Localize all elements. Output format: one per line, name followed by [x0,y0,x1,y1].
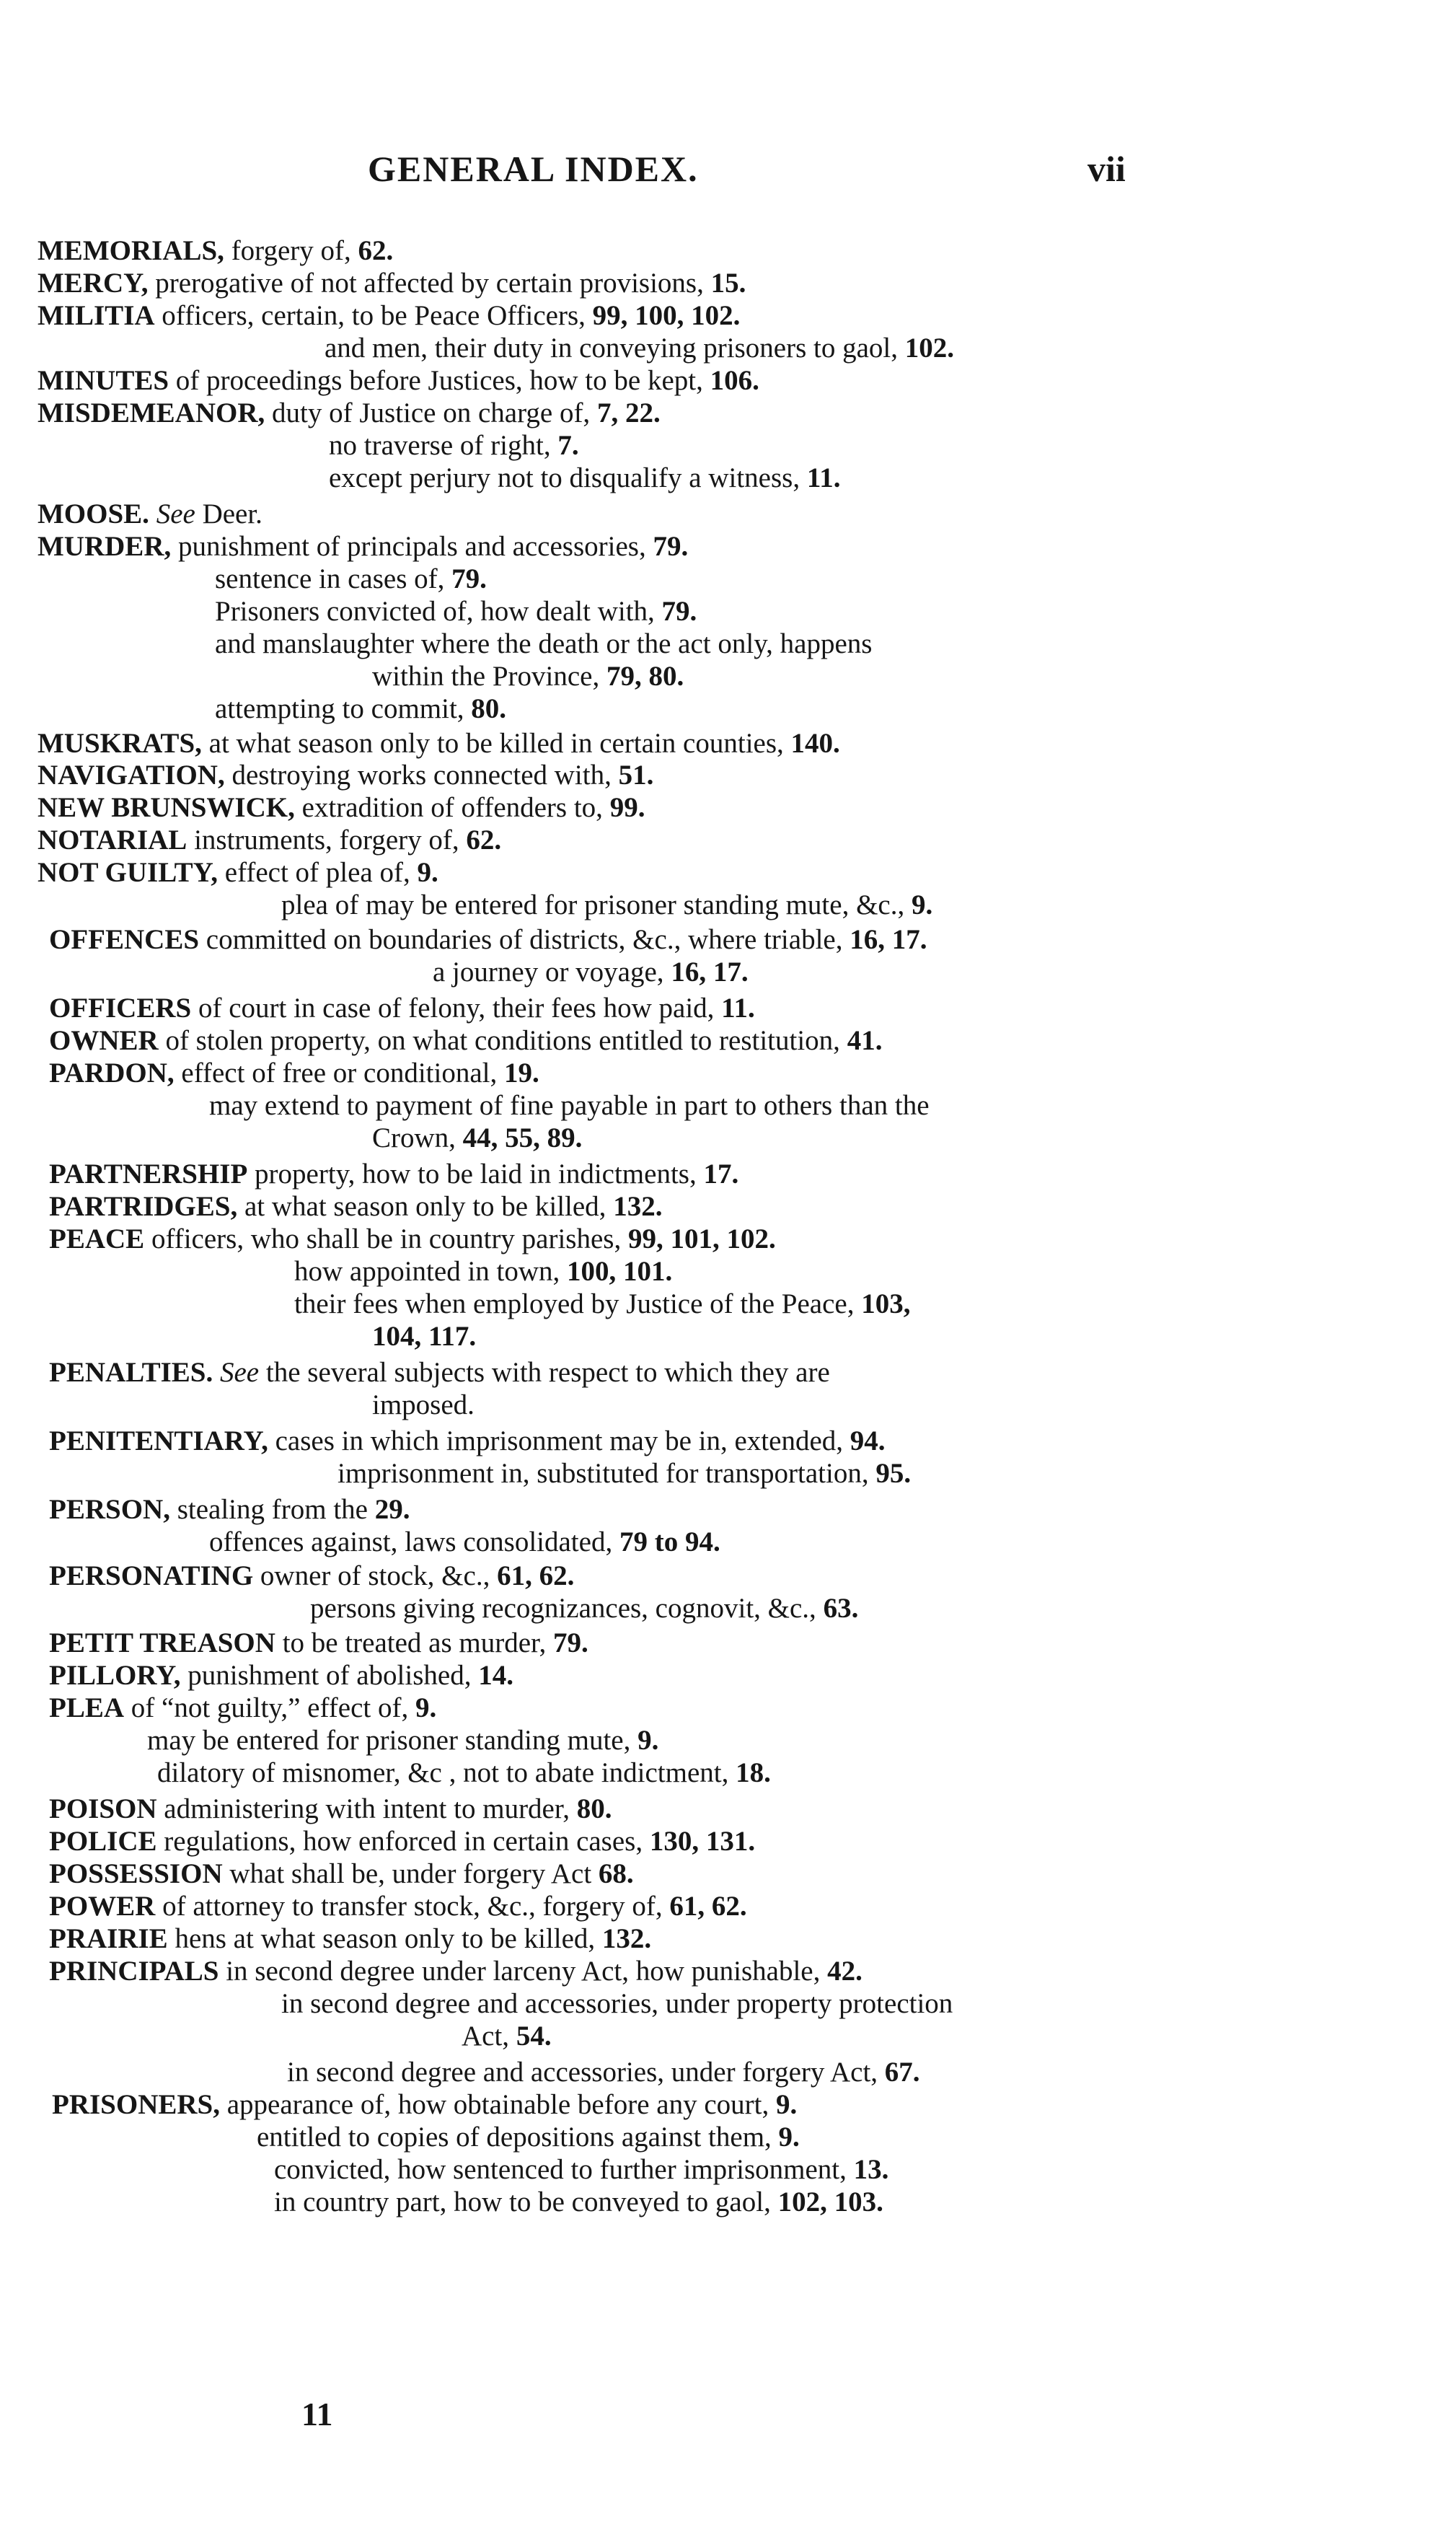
page-references: 94. [850,1425,886,1456]
index-continuation [287,2056,920,2089]
index-continuation [147,1724,658,1757]
page-number: vii [1087,149,1126,189]
index-text: destroying works connected with, [224,760,619,791]
index-continuation [325,332,954,365]
page-references: 16, 17. [850,924,927,955]
page-references: 95. [875,1458,912,1489]
index-text: of “not guilty,” effect of, [124,1692,415,1723]
index-text: Act, [462,2021,516,2052]
index-text: their fees when employed by Justice of the Peace, [294,1288,862,1319]
index-text: extradition of offenders to, [294,792,610,823]
page-references: 130, 131. [649,1826,756,1857]
index-entry [49,1890,747,1923]
index-continuation [215,595,697,628]
page-references: 11. [806,462,841,493]
page-references: 100, 101. [567,1256,673,1287]
index-continuation [294,1288,910,1321]
index-entry [49,1057,539,1090]
page-references: 102, 103. [777,2186,883,2217]
index-text: stealing from the [169,1494,375,1525]
page-references: 42. [827,1956,862,1987]
index-term: PLEA [49,1692,125,1723]
index-continuation [329,462,840,495]
index-text: administering with intent to murder, [156,1793,577,1824]
index-term: NOTARIAL [37,825,187,856]
index-term: PRINCIPALS [49,1956,219,1987]
index-text: of stolen property, on what conditions entitled to restitution, [158,1025,847,1056]
index-continuation [462,2020,552,2053]
index-term: MEMORIALS, [37,235,224,266]
index-term: NOT GUILTY, [37,857,219,888]
index-entry [49,1024,882,1058]
index-text: regulations, how enforced in certain cases, [156,1826,650,1857]
page-references: 104, 117. [372,1321,477,1352]
index-term: MINUTES [37,365,169,396]
index-entry [49,1425,886,1458]
index-term: POWER [49,1891,156,1922]
page-references: 7, 22. [596,397,661,428]
page-references: 99, 100, 102. [592,300,741,331]
index-continuation [372,660,684,693]
index-term: POISON [49,1793,157,1824]
index-term: PILLORY, [49,1660,181,1691]
page-references: 18. [736,1757,771,1788]
index-text: no traverse of right, [329,430,558,461]
page-references: 41. [847,1025,883,1056]
index-text: within the Province, [372,661,606,692]
page-references: 51. [618,760,654,791]
index-continuation [372,1389,475,1422]
page-references: 9. [778,2122,800,2153]
index-text: at what season only to be killed, [237,1191,614,1222]
page-references: 9. [911,889,933,920]
index-entry [49,1692,436,1725]
index-continuation [433,956,749,989]
index-term: POLICE [49,1826,157,1857]
index-entry [49,1190,662,1223]
index-text: officers, who shall be in country parishes, [144,1223,628,1254]
page-references: 9. [415,1692,437,1723]
index-text: duty of Justice on charge of, [265,397,597,428]
page-references: 61, 62. [497,1560,575,1591]
index-continuation [281,1987,953,2021]
index-entry [37,727,840,760]
index-term: PARTRIDGES, [49,1191,238,1222]
index-continuation [257,2121,800,2154]
index-entry [49,923,927,957]
index-text: attempting to commit, [215,693,472,724]
index-text: convicted, how sentenced to further imprisonment, [274,2154,854,2185]
index-term: MUSKRATS, [37,728,202,759]
page-references: 54. [516,2021,552,2052]
index-continuation [274,2153,888,2186]
index-text: except perjury not to disqualify a witness, [329,462,807,493]
page-references: 15. [710,268,746,299]
index-continuation [281,889,932,922]
index-text: property, how to be laid in indictments, [247,1159,704,1190]
page-references: 79, 80. [606,661,684,692]
page-references: 9. [775,2089,798,2120]
page-references: 68. [598,1858,634,1889]
index-continuation [209,1089,930,1122]
page-references: 19. [504,1058,539,1089]
index-text: of court in case of felony, their fees how paid, [191,993,722,1024]
index-continuation [310,1592,858,1625]
page-references: 79. [451,563,487,594]
index-text: in second degree and accessories, under forgery Act, [287,2057,885,2088]
index-term: MOOSE. [37,498,149,529]
index-term: PETIT TREASON [49,1627,275,1658]
index-text: sentence in cases of, [215,563,452,594]
index-continuation [372,1122,582,1155]
index-entry [37,856,438,889]
page-references: 80. [576,1793,612,1824]
index-entry [49,1659,513,1692]
index-text: plea of may be entered for prisoner standing mute, &c., [281,889,912,920]
index-continuation [294,1255,672,1288]
index-entry [37,824,501,857]
index-text: a journey or voyage, [433,957,671,988]
index-continuation [157,1757,771,1790]
index-term: POSSESSION [49,1858,223,1889]
index-text: effect of free or conditional, [174,1058,504,1089]
index-term: PARDON, [49,1058,175,1089]
page-references: 62. [358,235,394,266]
index-term: OFFENCES [49,924,200,955]
index-text: of proceedings before Justices, how to be kept, [169,365,710,396]
page-references: 103, [861,1288,911,1319]
index-entry [49,1922,651,1956]
page-references: 13. [853,2154,889,2185]
index-continuation [372,1320,476,1353]
index-text: Prisoners convicted of, how dealt with, [215,596,662,627]
index-text: punishment of principals and accessories, [171,531,653,562]
index-text: of attorney to transfer stock, &c., forgery of, [155,1891,670,1922]
page-references: 99, 101, 102. [627,1223,776,1254]
index-text: may be entered for prisoner standing mute, [147,1725,638,1756]
index-entry [49,1825,755,1858]
page-references: 106. [710,365,759,396]
index-text: imposed. [372,1389,475,1420]
page-references: 11. [721,993,755,1024]
index-term: PENALTIES. [49,1357,213,1388]
index-text: how appointed in town, [294,1256,568,1287]
index-term: OFFICERS [49,993,192,1024]
index-continuation [209,1526,720,1559]
index-text: owner of stock, &c., [253,1560,498,1591]
index-entry [49,1493,410,1526]
index-entry [37,498,262,531]
page-references: 9. [637,1725,659,1756]
index-term: MURDER, [37,531,172,562]
index-term: NAVIGATION, [37,760,225,791]
index-text: forgery of, [224,235,358,266]
index-text: hens at what season only to be killed, [167,1923,602,1954]
index-text: at what season only to be killed in certain counties, [201,728,791,759]
page-references: 9. [417,857,438,888]
index-continuation [337,1457,911,1490]
index-text: effect of plea of, [218,857,418,888]
index-text: may extend to payment of fine payable in part to others than the [209,1090,930,1121]
page-references: 79. [653,531,689,562]
page-references: 62. [466,825,502,856]
page-references: 80. [471,693,507,724]
index-term: MILITIA [37,300,155,331]
page-references: 17. [703,1159,739,1190]
index-entry [37,759,653,792]
index-term: PARTNERSHIP [49,1159,248,1190]
page-references: 29. [374,1494,410,1525]
signature-mark: 11 [301,2396,333,2432]
index-entry [49,1158,738,1191]
index-text: Deer. [195,498,262,529]
index-text: instruments, forgery of, [187,825,467,856]
index-text: imprisonment in, substituted for transportation, [337,1458,876,1489]
index-text: cases in which imprisonment may be in, extended, [268,1425,850,1456]
index-text: prerogative of not affected by certain provisions, [148,268,711,299]
index-text: offences against, laws consolidated, [209,1526,619,1557]
page-references: 102. [904,333,955,364]
see-reference: See [220,1357,260,1388]
index-text: in second degree under larceny Act, how punishable, [219,1956,828,1987]
page-references: 67. [884,2057,920,2088]
page-references: 140. [790,728,840,759]
index-text: entitled to copies of depositions against them, [257,2122,779,2153]
index-text: and manslaughter where the death or the act only, happens [215,628,873,659]
index-entry [37,530,688,563]
index-text: Crown, [372,1122,463,1153]
index-text: dilatory of misnomer, &c , not to abate indictment, [157,1757,736,1788]
index-entry [49,1356,830,1389]
index-text: and men, their duty in conveying prisoners to gaol, [325,333,905,364]
page-references: 79 to 94. [619,1526,720,1557]
index-text: in country part, how to be conveyed to gaol, [274,2186,778,2217]
index-entry [37,397,661,430]
index-text: in second degree and accessories, under property protection [281,1988,953,2019]
index-continuation [329,429,579,462]
page-references: 61, 62. [669,1891,747,1922]
index-entry [49,1560,574,1593]
index-text: the several subjects with respect to which they are [259,1357,830,1388]
index-entry [37,299,740,333]
index-continuation [215,628,872,661]
index-text: committed on boundaries of districts, &c., where triable, [199,924,850,955]
index-continuation [215,693,506,726]
index-continuation [274,2186,883,2219]
page-references: 79. [552,1627,588,1658]
index-term: MERCY, [37,268,149,299]
page-references: 132. [601,1923,652,1954]
index-entry [37,234,393,268]
see-reference: See [156,498,195,529]
page-references: 16, 17. [671,957,749,988]
index-text: punishment of abolished, [180,1660,479,1691]
index-term: PRAIRIE [49,1923,168,1954]
page-references: 132. [613,1191,663,1222]
index-continuation [215,563,487,596]
index-entry [49,1223,776,1256]
index-term: MISDEMEANOR, [37,397,265,428]
index-entry [49,1955,862,1988]
page-references: 63. [823,1593,859,1624]
index-entry [37,267,746,300]
index-entry [49,1793,612,1826]
page-title: GENERAL INDEX. [368,149,699,189]
index-text: persons giving recognizances, cognovit, &c., [310,1593,824,1624]
index-entry [52,2088,797,2122]
page-references: 7. [557,430,579,461]
index-term: PRISONERS, [52,2089,220,2120]
index-text: what shall be, under forgery Act [222,1858,599,1889]
index-entry [49,1858,634,1891]
page-references: 14. [478,1660,513,1691]
index-term: PEACE [49,1223,145,1254]
index-term: OWNER [49,1025,159,1056]
index-text: appearance of, how obtainable before any court, [219,2089,776,2120]
index-term: PERSON, [49,1494,170,1525]
index-entry [49,992,755,1025]
index-text: officers, certain, to be Peace Officers, [154,300,593,331]
index-entry [37,364,759,397]
index-entry [49,1627,588,1660]
page-references: 99. [609,792,645,823]
index-term: PERSONATING [49,1560,254,1591]
page-references: 79. [661,596,697,627]
index-term: NEW BRUNSWICK, [37,792,295,823]
index-entry [37,791,645,825]
page-references: 44, 55, 89. [462,1122,583,1153]
index-term: PENITENTIARY, [49,1425,268,1456]
index-text: to be treated as murder, [275,1627,553,1658]
